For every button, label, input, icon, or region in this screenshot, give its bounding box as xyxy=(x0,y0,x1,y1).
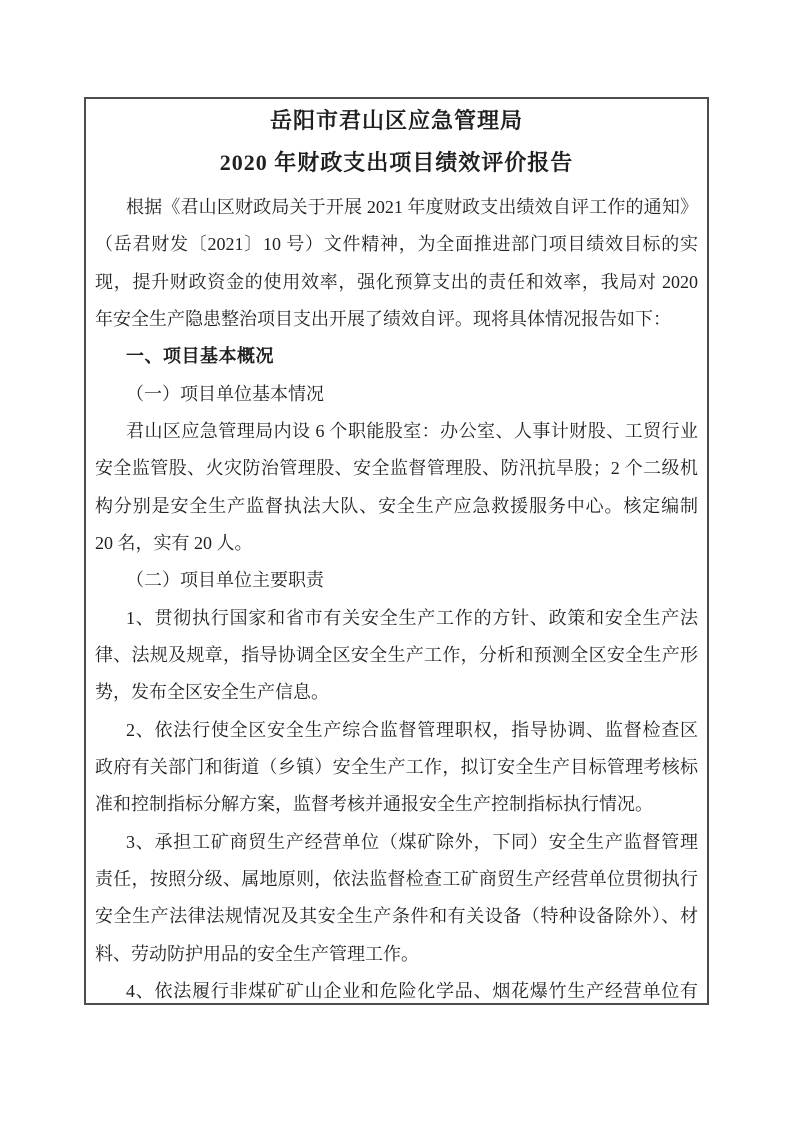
text-line: 律、法规及规章，指导协调全区安全生产工作，分析和预测全区安全生产形 xyxy=(95,644,698,665)
text-line: 势，发布全区安全生产信息。 xyxy=(95,682,329,703)
duty-1-paragraph xyxy=(95,600,698,712)
text-line: 准和控制指标分解方案，监督考核并通报安全生产控制指标执行情况。 xyxy=(95,794,653,815)
text-line: 君山区应急管理局内设 6 个职能股室：办公室、人事计财股、工贸行业 xyxy=(126,420,698,441)
text-line: 1、贯彻执行国家和省市有关安全生产工作的方针、政策和安全生产法 xyxy=(126,607,698,628)
duty-3-paragraph xyxy=(95,824,698,973)
text-line: 安全生产法律法规情况及其安全生产条件和有关设备（特种设备除外）、材 xyxy=(95,906,698,927)
document-border-box xyxy=(84,97,709,1005)
text-line: 政府有关部门和街道（乡镇）安全生产工作，拟订安全生产目标管理考核标 xyxy=(95,756,698,777)
text-line: （一）项目单位基本情况 xyxy=(126,383,324,404)
text-line: （岳君财发〔2021〕10 号）文件精神，为全面推进部门项目绩效目标的实 xyxy=(95,234,698,255)
text-line: 安全监管股、火灾防治管理股、安全监督管理股、防汛抗旱股；2 个二级机 xyxy=(95,458,698,479)
duty-4-paragraph xyxy=(95,973,698,1005)
text-line: 根据《君山区财政局关于开展 2021 年度财政支出绩效自评工作的通知》 xyxy=(126,197,698,217)
text-line: 2、依法行使全区安全生产综合监督管理职权，指导协调、监督检查区 xyxy=(126,719,698,740)
text-line: 构分别是安全生产监督执法大队、安全生产应急救援服务中心。核定编制 xyxy=(95,495,698,516)
text-line: 一、项目基本概况 xyxy=(126,346,274,367)
text-line: 年安全生产隐患整治项目支出开展了绩效自评。现将具体情况报告如下： xyxy=(95,308,671,329)
text-line: （二）项目单位主要职责 xyxy=(126,570,324,591)
text-line: 20 名，实有 20 人。 xyxy=(95,532,253,553)
org-overview-paragraph xyxy=(95,413,698,562)
document-subtitle: 2020 年财政支出项目绩效评价报告 xyxy=(219,150,574,175)
intro-paragraph xyxy=(95,189,698,338)
text-line: 3、承担工矿商贸生产经营单位（煤矿除外，下同）安全生产监督管理 xyxy=(126,831,698,852)
duty-2-paragraph xyxy=(95,712,698,824)
text-line: 现，提升财政资金的使用效率，强化预算支出的责任和效率，我局对 2020 xyxy=(95,271,698,292)
document-content xyxy=(95,189,698,1005)
document-title-block xyxy=(95,99,698,184)
document-title: 岳阳市君山区应急管理局 xyxy=(269,108,523,133)
text-line: 4、依法履行非煤矿矿山企业和危险化学品、烟花爆竹生产经营单位有 xyxy=(126,980,698,1001)
section-1-heading xyxy=(95,338,698,375)
text-line: 责任，按照分级、属地原则，依法监督检查工矿商贸生产经营单位贯彻执行 xyxy=(95,868,698,889)
subsection-1-1-heading xyxy=(95,376,698,413)
subsection-1-2-heading xyxy=(95,562,698,599)
text-line: 料、劳动防护用品的安全生产管理工作。 xyxy=(95,943,419,964)
